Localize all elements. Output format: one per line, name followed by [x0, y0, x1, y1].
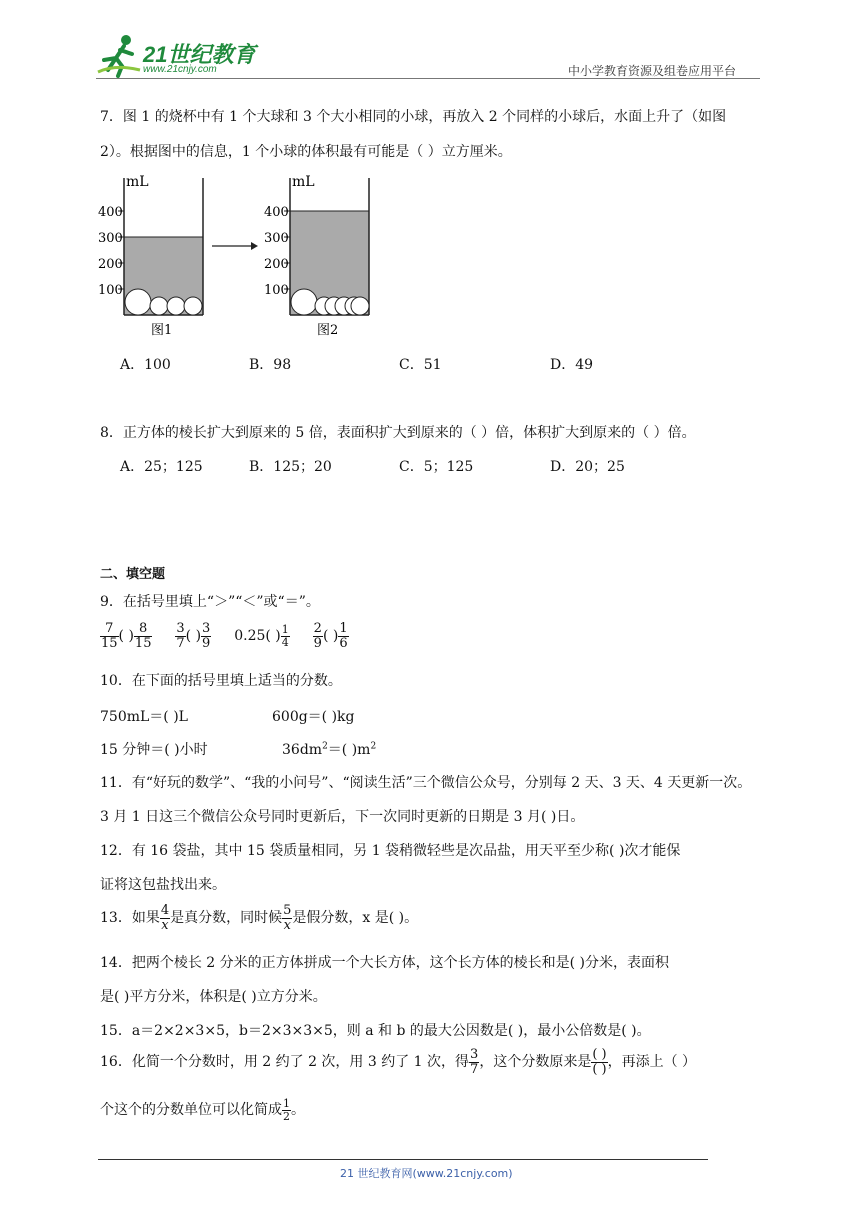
q15-line1: 15．a＝2×2×3×5，b＝2×3×3×5，则 a 和 b 的最大公因数是( )，最小公倍数是( )。: [100, 1023, 651, 1039]
small-ball: [184, 297, 202, 315]
frac-den: x: [283, 917, 291, 933]
q8-option-a[interactable]: A．25；125: [120, 459, 203, 475]
q16-line1: [100, 1048, 696, 1076]
q13-post: 是假分数，x 是( )。: [292, 910, 419, 927]
frac-num: 5: [283, 903, 292, 918]
frac-num: 3: [202, 621, 211, 636]
tick-label: 200: [98, 257, 123, 272]
tick-label: 400: [264, 205, 289, 220]
frac-den: 15: [101, 635, 118, 651]
frac-num: 7: [100, 622, 119, 637]
frac-den: x: [161, 917, 169, 933]
q16-post: ，再添上（ ）: [607, 1054, 697, 1071]
answer-blank-num[interactable]: ( ): [592, 1047, 607, 1062]
q14-line1: 14．把两个棱长 2 分米的正方体拼成一个大长方体，这个长方体的棱长和是( )分米，表面积: [100, 955, 669, 971]
superscript: 2: [370, 741, 377, 752]
platform-name: 中小学教育资源及组卷应用平台: [568, 64, 737, 78]
footer-divider: [98, 1159, 708, 1160]
q7-option-c[interactable]: C．51: [399, 357, 442, 373]
runner-logo-icon: [96, 34, 142, 78]
unit-label-1: mL: [126, 174, 149, 190]
q12-line2: 证将这包盐找出来。: [100, 877, 226, 893]
tick-label: 400: [98, 205, 123, 220]
tick-label: 200: [264, 257, 289, 272]
q7-line2: 2）。根据图中的信息，1 个小球的体积最有可能是（ ）立方厘米。: [100, 144, 512, 160]
q9-items: [100, 622, 349, 650]
beaker-2: [284, 178, 369, 315]
answer-blank[interactable]: ( ): [322, 628, 339, 645]
q7-option-d[interactable]: D．49: [550, 357, 594, 373]
frac-num: 3: [470, 1047, 479, 1062]
q10-row2b-mid: ＝( )m: [327, 742, 371, 758]
small-ball: [167, 297, 185, 315]
q8-option-c[interactable]: C．5；125: [399, 459, 474, 475]
decimal-value: 0.25: [234, 628, 266, 645]
tick-label: 100: [264, 283, 289, 298]
frac-den: 4: [281, 635, 289, 649]
q10-row1b: 600g＝( )kg: [272, 709, 355, 725]
answer-blank[interactable]: ( ): [185, 628, 202, 645]
q8-line1: 8．正方体的棱长扩大到原来的 5 倍，表面积扩大到原来的（ ）倍，体积扩大到原来的（ ）倍。: [100, 425, 696, 441]
q9-line1: 9．在括号里填上“＞”“＜”或“＝”。: [100, 594, 320, 610]
q9-item: [234, 623, 294, 649]
q11-line2: 3 月 1 日这三个微信公众号同时更新后，下一次同时更新的日期是 3 月( )日。: [100, 809, 585, 825]
q12-line1: 12．有 16 袋盐，其中 15 袋质量相同，另 1 袋稍微轻些是次品盐，用天平至少称( )次才能保: [100, 843, 681, 859]
small-ball: [150, 297, 168, 315]
answer-blank[interactable]: ( ): [118, 628, 134, 645]
q10-row1a: 750mL＝( )L: [100, 709, 188, 725]
q16-mid: ，这个分数原来是: [479, 1054, 592, 1071]
q11-line1: 11．有“好玩的数学”、“我的小问号”、“阅读生活”三个微信公众号，分别每 2 天、3 天、4 天更新一次。: [100, 775, 752, 791]
frac-den: 9: [313, 635, 322, 651]
section-title: 二、填空题: [100, 567, 166, 582]
q10-line1: 10．在下面的括号里填上适当的分数。: [100, 673, 342, 689]
answer-blank[interactable]: ( ): [265, 628, 281, 645]
header-divider: [96, 78, 760, 79]
q16-pre: 16．化简一个分数时，用 2 约了 2 次，用 3 约了 1 次，得: [100, 1054, 470, 1071]
frac-den: 6: [339, 635, 348, 651]
q16-line2-post: 。: [291, 1102, 305, 1119]
q10-row2b: [282, 739, 376, 759]
arrow-head-icon: [251, 242, 258, 250]
superscript: 2: [322, 741, 328, 752]
tick-label: 300: [264, 231, 289, 246]
frac-den: 2: [283, 1109, 290, 1123]
q9-item: [313, 621, 349, 651]
frac-den: 7: [176, 635, 185, 651]
frac-den: 9: [202, 635, 211, 651]
large-ball: [125, 289, 151, 315]
q7-line1: 7．图 1 的烧杯中有 1 个大球和 3 个大小相同的小球，再放入 2 个同样的小球后，水面上升了（如图: [100, 109, 727, 125]
frac-num: 1: [281, 623, 289, 637]
footer-text[interactable]: 21 世纪教育网(www.21cnjy.com): [340, 1167, 513, 1180]
logo-text: 21世纪教育: [143, 42, 256, 67]
small-ball: [351, 297, 369, 315]
q16-line2-pre: 个这个的分数单位可以化简成: [100, 1102, 282, 1119]
frac-num: 1: [339, 621, 348, 636]
logo-url: www.21cnjy.com: [143, 64, 217, 75]
q13-pre: 13．如果: [100, 910, 160, 927]
q13-mid: 是真分数，同时候: [170, 910, 283, 927]
large-ball: [291, 289, 317, 315]
q7-option-b[interactable]: B．98: [249, 357, 292, 373]
beaker-1: [118, 178, 203, 315]
frac-num: 8: [134, 622, 153, 637]
q10-row2a: 15 分钟＝( )小时: [100, 742, 208, 758]
tick-label: 100: [98, 283, 123, 298]
fig1-label: 图1: [151, 323, 173, 338]
frac-num: 3: [176, 621, 185, 636]
frac-num: 1: [283, 1097, 290, 1110]
frac-den: 15: [134, 635, 152, 651]
fig2-label: 图2: [317, 323, 339, 338]
answer-blank-den[interactable]: ( ): [592, 1061, 607, 1077]
q10-row2b-pre: 36dm: [282, 742, 323, 758]
q13-line: [100, 904, 418, 932]
frac-num: 4: [160, 903, 170, 918]
q8-option-d[interactable]: D．20；25: [550, 459, 625, 475]
tick-label: 300: [98, 231, 123, 246]
q9-item: [100, 621, 157, 651]
q14-line2: 是( )平方分米，体积是( )立方分米。: [100, 989, 327, 1005]
frac-den: 7: [470, 1061, 479, 1077]
q16-line2: [100, 1098, 305, 1122]
beaker-figure: [96, 170, 386, 340]
unit-label-2: mL: [292, 174, 315, 190]
frac-num: 2: [313, 621, 322, 636]
q7-option-a[interactable]: A．100: [120, 357, 171, 373]
q8-option-b[interactable]: B．125；20: [249, 459, 332, 475]
q9-item: [175, 621, 215, 651]
